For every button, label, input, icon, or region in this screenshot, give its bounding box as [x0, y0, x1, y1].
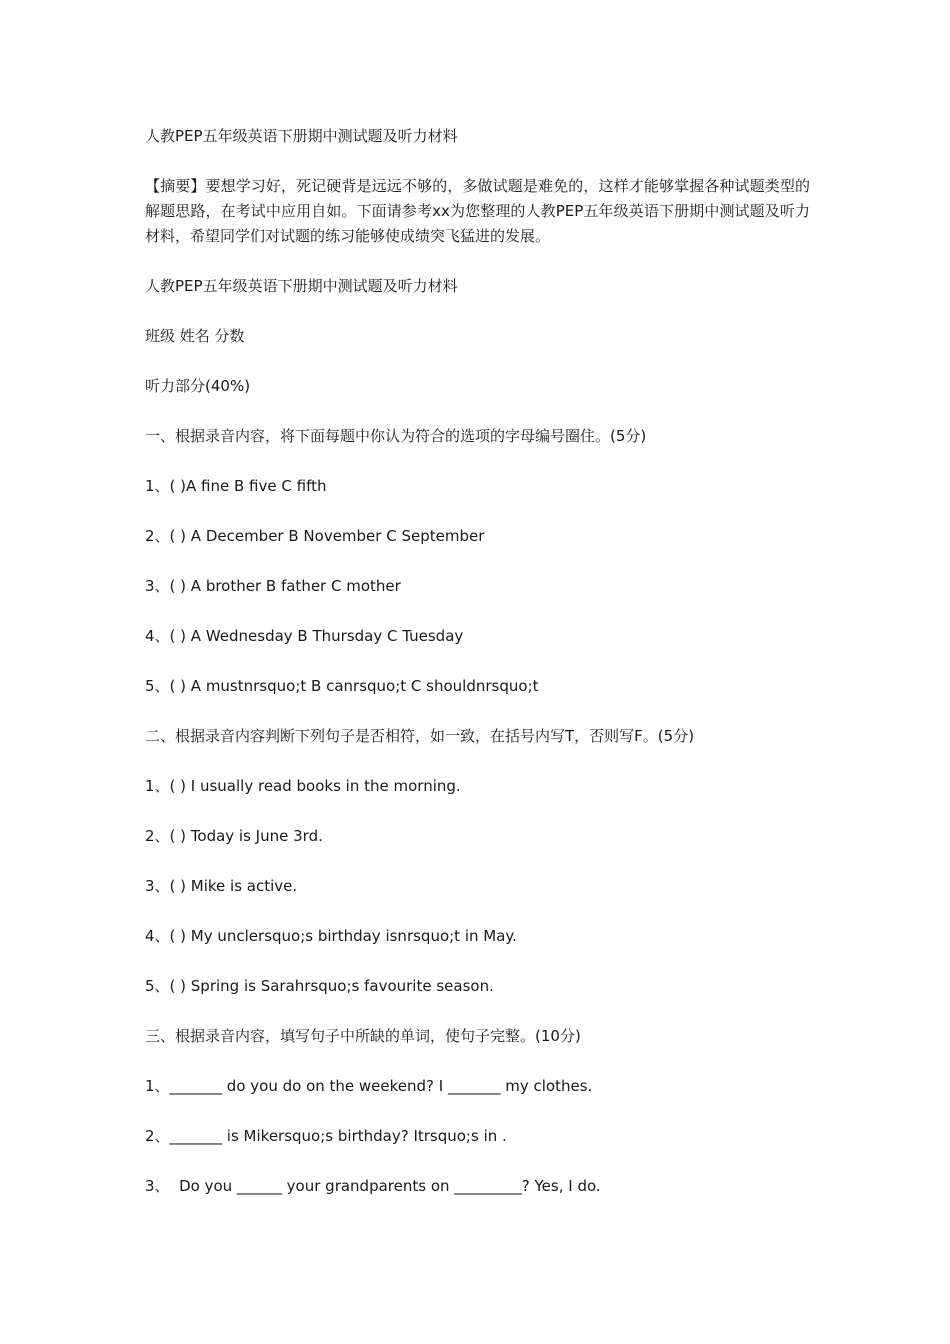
section1-item: 2、( ) A December B November C September — [145, 527, 485, 545]
section2-item: 4、( ) My unclersquo;s birthday isnrsquo;t in May. — [145, 927, 517, 945]
section2-item: 3、( ) Mike is active. — [145, 877, 298, 895]
section2-item: 2、( ) Today is June 3rd. — [145, 827, 323, 845]
document-subtitle: 人教PEP五年级英语下册期中测试题及听力材料 — [145, 277, 458, 295]
document-title: 人教PEP五年级英语下册期中测试题及听力材料 — [145, 127, 458, 145]
section3-item: 1、_______ do you do on the weekend? I _______ my clothes. — [145, 1077, 593, 1095]
section1-item: 4、( ) A Wednesday B Thursday C Tuesday — [145, 627, 464, 645]
section1-item: 1、( )A fine B five C fifth — [145, 477, 327, 495]
section3-heading: 三、根据录音内容，填写句子中所缺的单词，使句子完整。(10分) — [145, 1027, 581, 1045]
document-body — [145, 124, 810, 1199]
section2-item: 1、( ) I usually read books in the morning. — [145, 777, 461, 795]
section1-heading: 一、根据录音内容，将下面每题中你认为符合的选项的字母编号圈住。(5分) — [145, 427, 647, 445]
section1-item: 5、( ) A mustnrsquo;t B canrsquo;t C shouldnrsquo;t — [145, 677, 539, 695]
abstract-paragraph: 【摘要】要想学习好，死记硬背是远远不够的，多做试题是难免的，这样才能够掌握各种试题类型的解题思路，在考试中应用自如。下面请参考xx为您整理的人教PEP五年级英语下册期中测试题及听力材料，希望同学们对试题的练习能够使成绩突飞猛进的发展。 — [145, 177, 810, 245]
section2-heading: 二、根据录音内容判断下列句子是否相符，如一致，在括号内写T，否则写F。(5分) — [145, 727, 695, 745]
student-info-line: 班级 姓名 分数 — [145, 327, 245, 345]
section2-item: 5、( ) Spring is Sarahrsquo;s favourite season. — [145, 977, 494, 995]
section3-item: 2、_______ is Mikersquo;s birthday? Itrsquo;s in . — [145, 1127, 507, 1145]
listening-section-header: 听力部分(40%) — [145, 377, 251, 395]
section1-item: 3、( ) A brother B father C mother — [145, 577, 401, 595]
section3-item: 3、 Do you ______ your grandparents on _________? Yes, I do. — [145, 1177, 601, 1195]
